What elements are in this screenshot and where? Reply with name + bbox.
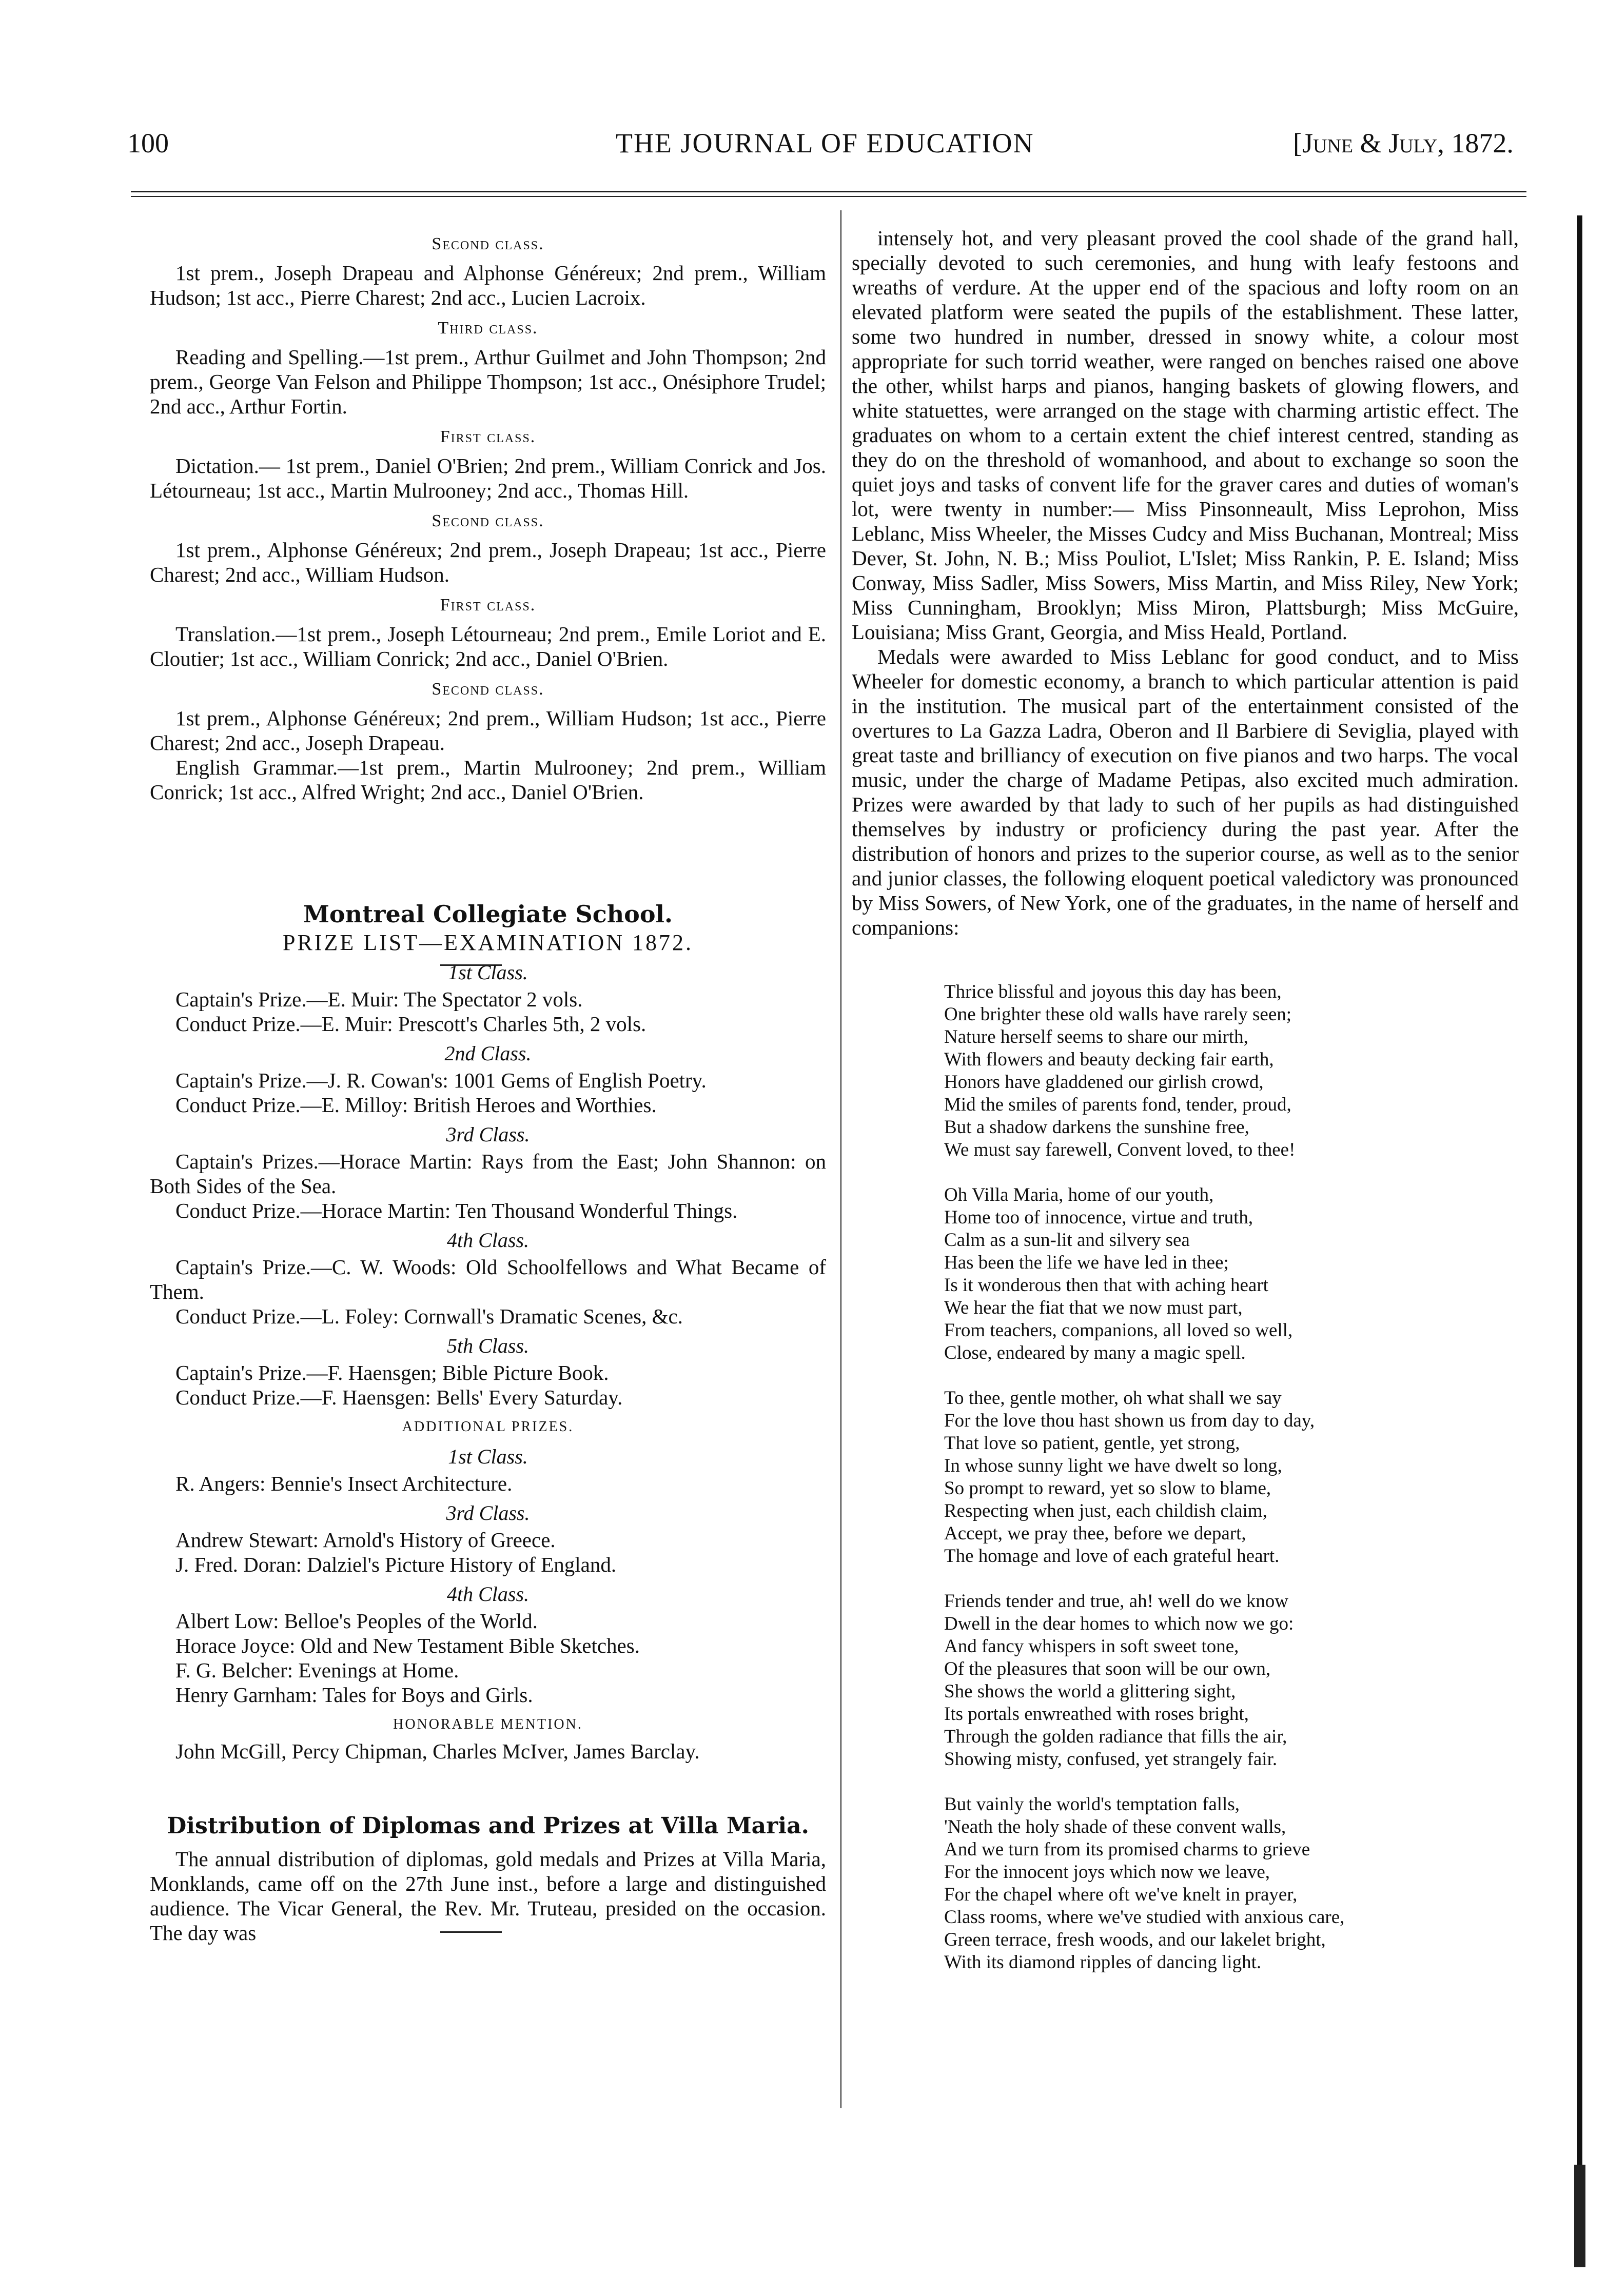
text-paragraph: Captain's Prize.—J. R. Cowan's: 1001 Gems of English Poetry. [175, 1068, 707, 1092]
valedictory-poem [944, 981, 1519, 1974]
section-subheading: Second class. [432, 234, 544, 253]
article-paragraph: Medals were awarded to Miss Leblanc for good conduct, and to Miss Wheeler for domestic economy, a branch to which particular attention is paid in the institution. The musical part of the entertainment consisted of the overtures to La Gazza Ladra, Oberon and Il Barbiere di Seviglia, played with great taste and brilliancy of execution on five pianos and two harps. The vocal music, under the charge of Madame Petipas, also excited much admiration. Prizes were awarded by that lady to such of her pupils as had distinguished themselves by industry or proficiency during the past year. After the distribution of honors and prizes to the superior course, as well as to the senior and junior classes, the following eloquent poetical valedictory was pronounced by Miss Sowers, of New York, one of the graduates, in the name of herself and companions: [852, 645, 1519, 939]
poem-line: Close, endeared by many a magic spell. [944, 1342, 1246, 1363]
text-paragraph: R. Angers: Bennie's Insect Architecture. [175, 1472, 513, 1495]
text-paragraph: Conduct Prize.—L. Foley: Cornwall's Dramatic Scenes, &c. [175, 1304, 683, 1328]
poem-line: 'Neath the holy shade of these convent walls, [944, 1816, 1286, 1837]
prize-list-heading: PRIZE LIST—EXAMINATION 1872. [282, 930, 694, 955]
right-column [852, 226, 1519, 1996]
text-paragraph: Henry Garnham: Tales for Boys and Girls. [175, 1683, 533, 1707]
text-paragraph: The annual distribution of diplomas, gold medals and Prizes at Villa Maria, Monklands, came off on the 27th June inst., before a large and distinguished audience. The Vicar General, the Rev. Mr. Truteau, presided on the occasion. The day was [150, 1847, 826, 1945]
poem-line: Respecting when just, each childish claim, [944, 1500, 1267, 1521]
poem-line: Mid the smiles of parents fond, tender, proud, [944, 1094, 1291, 1115]
text-paragraph: Dictation.— 1st prem., Daniel O'Brien; 2nd prem., William Conrick and Jos. Létourneau; 1st acc., Martin Mulrooney; 2nd acc., Thomas Hill. [150, 454, 826, 502]
poem-line: For the innocent joys which now we leave, [944, 1862, 1270, 1883]
poem-line: But vainly the world's temptation falls, [944, 1794, 1240, 1815]
poem-stanza [944, 981, 1519, 1161]
class-heading: 3rd Class. [446, 1123, 530, 1146]
text-paragraph: Captain's Prize.—C. W. Woods: Old Schoolfellows and What Became of Them. [150, 1255, 826, 1303]
text-paragraph: Conduct Prize.—E. Muir: Prescott's Charles 5th, 2 vols. [175, 1012, 646, 1036]
section-subheading: First class. [440, 596, 536, 615]
poem-line: For the chapel where oft we've knelt in prayer, [944, 1884, 1298, 1905]
poem-line: Dwell in the dear homes to which now we go: [944, 1613, 1294, 1634]
poem-line: Thrice blissful and joyous this day has been, [944, 981, 1282, 1002]
text-paragraph: J. Fred. Doran: Dalziel's Picture History of England. [175, 1553, 617, 1576]
poem-line: And we turn from its promised charms to grieve [944, 1839, 1310, 1860]
text-paragraph: 1st prem., Joseph Drapeau and Alphonse Généreux; 2nd prem., William Hudson; 1st acc., Pierre Charest; 2nd acc., Lucien Lacroix. [150, 261, 826, 309]
text-paragraph: English Grammar.—1st prem., Martin Mulrooney; 2nd prem., William Conrick; 1st acc., Alfred Wright; 2nd acc., Daniel O'Brien. [150, 756, 826, 804]
poem-line: Oh Villa Maria, home of our youth, [944, 1184, 1214, 1205]
poem-line: The homage and love of each grateful heart. [944, 1546, 1280, 1567]
text-paragraph: John McGill, Percy Chipman, Charles McIver, James Barclay. [175, 1739, 700, 1763]
poem-line: So prompt to reward, yet so slow to blame, [944, 1478, 1271, 1499]
text-paragraph: Captain's Prize.—F. Haensgen; Bible Picture Book. [175, 1361, 609, 1384]
poem-stanza [944, 1590, 1519, 1771]
poem-line: Green terrace, fresh woods, and our lakelet bright, [944, 1929, 1326, 1950]
class-heading: 3rd Class. [446, 1501, 530, 1525]
text-paragraph: F. G. Belcher: Evenings at Home. [175, 1658, 459, 1682]
column-divider [840, 210, 841, 2108]
text-paragraph: Albert Low: Belloe's Peoples of the World. [175, 1609, 538, 1633]
article-paragraph: intensely hot, and very pleasant proved the cool shade of the grand hall, specially devoted to such ceremonies, and hung with leafy festoons and wreaths of verdure. At the upper end of the spacious and lofty room on an elevated platform were seated the pupils of the establishment. These latter, some two hundred in number, dressed in snowy white, a colour most appropriate for such torrid weather, were ranged on benches raised one above the other, whilst harps and pianos, hanging baskets of glowing flowers, and white statuettes, were arranged on the stage with charming artistic effect. The graduates on whom to a certain extent the chief interest centred, standing as they do on the threshold of womanhood, and about to exchange so soon the quiet joys and tasks of convent life for the graver cares and duties of woman's lot, were twenty in number:— Miss Pinsonneault, Miss Leprohon, Miss Leblanc, Miss Wheeler, the Misses Cudcy and Miss Buchanan, Montreal; Miss Dever, St. John, N. B.; Miss Pouliot, L'Islet; Miss Rankin, P. E. Island; Miss Conway, Miss Sadler, Miss Sowers, Miss Martin, and Miss Riley, New York; Miss Cunningham, Brooklyn; Miss Miron, Plattsburgh; Miss McGuire, Louisiana; Miss Grant, Georgia, and Miss Heald, Portland. [852, 226, 1519, 644]
poem-line: Home too of innocence, virtue and truth, [944, 1207, 1253, 1228]
poem-stanza [944, 1793, 1519, 1974]
header-rule [131, 191, 1526, 192]
text-paragraph: Translation.—1st prem., Joseph Létourneau; 2nd prem., Emile Loriot and E. Cloutier; 1st acc., William Conrick; 2nd acc., Daniel O'Brien. [150, 622, 826, 670]
poem-line: To thee, gentle mother, oh what shall we say [944, 1388, 1282, 1409]
small-caps-heading: HONORABLE MENTION. [393, 1716, 583, 1732]
section-subheading: Second class. [432, 511, 544, 530]
poem-line: Class rooms, where we've studied with anxious care, [944, 1907, 1345, 1928]
poem-line: She shows the world a glittering sight, [944, 1681, 1236, 1702]
section-subheading: Second class. [432, 680, 544, 699]
text-paragraph: 1st prem., Alphonse Généreux; 2nd prem., William Hudson; 1st acc., Pierre Charest; 2nd acc., Joseph Drapeau. [150, 706, 826, 755]
class-heading: 2nd Class. [444, 1042, 532, 1065]
poem-line: With flowers and beauty decking fair earth, [944, 1049, 1274, 1070]
class-heading: 4th Class. [446, 1229, 530, 1252]
poem-line: From teachers, companions, all loved so well, [944, 1320, 1293, 1341]
page-edge-shadow [1570, 215, 1589, 2267]
poem-line: That love so patient, gentle, yet strong, [944, 1433, 1240, 1454]
section-title: Montreal Collegiate School. [303, 900, 673, 928]
text-paragraph: Captain's Prizes.—Horace Martin: Rays from the East; John Shannon: on Both Sides of the Sea. [150, 1150, 826, 1198]
left-column [150, 226, 826, 1945]
poem-line: Is it wonderous then that with aching heart [944, 1275, 1268, 1296]
poem-line: Showing misty, confused, yet strangely fair. [944, 1749, 1278, 1770]
text-paragraph: Horace Joyce: Old and New Testament Bible Sketches. [175, 1634, 640, 1657]
text-paragraph: Andrew Stewart: Arnold's History of Greece. [175, 1528, 556, 1552]
poem-line: Calm as a sun-lit and silvery sea [944, 1230, 1190, 1251]
section-subheading: Third class. [438, 319, 538, 338]
poem-line: With its diamond ripples of dancing light. [944, 1952, 1262, 1973]
small-caps-heading: ADDITIONAL PRIZES. [402, 1419, 574, 1435]
poem-line: Accept, we pray thee, before we depart, [944, 1523, 1246, 1544]
poem-line: We must say farewell, Convent loved, to thee! [944, 1139, 1296, 1160]
class-heading: 1st Class. [448, 961, 528, 984]
poem-line: But a shadow darkens the sunshine free, [944, 1117, 1249, 1138]
class-heading: 1st Class. [448, 1445, 528, 1468]
text-paragraph: Conduct Prize.—Horace Martin: Ten Thousand Wonderful Things. [175, 1199, 738, 1222]
poem-line: Through the golden radiance that fills the air, [944, 1726, 1287, 1747]
poem-line: In whose sunny light we have dwelt so long, [944, 1455, 1282, 1476]
text-paragraph: Captain's Prize.—E. Muir: The Spectator 2 vols. [175, 987, 583, 1011]
journal-title: THE JOURNAL OF EDUCATION [616, 128, 1034, 159]
issue-date: [June & July, 1872. [1293, 128, 1514, 159]
poem-line: One brighter these old walls have rarely seen; [944, 1004, 1292, 1025]
poem-line: Honors have gladdened our girlish crowd, [944, 1072, 1264, 1093]
poem-line: Friends tender and true, ah! well do we know [944, 1591, 1288, 1612]
page-number: 100 [127, 128, 169, 159]
poem-line: Its portals enwreathed with roses bright, [944, 1704, 1249, 1725]
text-paragraph: Conduct Prize.—E. Milloy: British Heroes and Worthies. [175, 1093, 657, 1117]
text-paragraph: Reading and Spelling.—1st prem., Arthur Guilmet and John Thompson; 2nd prem., George Van Felson and Philippe Thompson; 1st acc., Onésiphore Trudel; 2nd acc., Arthur Fortin. [150, 345, 826, 418]
poem-stanza [944, 1184, 1519, 1364]
poem-line: Has been the life we have led in thee; [944, 1252, 1229, 1273]
poem-stanza [944, 1387, 1519, 1568]
class-heading: 5th Class. [446, 1334, 530, 1357]
header-rule-lower [131, 196, 1526, 197]
article-title: Distribution of Diplomas and Prizes at Villa Maria. [167, 1813, 809, 1839]
text-paragraph: Conduct Prize.—F. Haensgen: Bells' Every Saturday. [175, 1385, 623, 1409]
class-heading: 4th Class. [446, 1582, 530, 1606]
poem-line: Of the pleasures that soon will be our own, [944, 1658, 1271, 1679]
poem-line: Nature herself seems to share our mirth, [944, 1026, 1248, 1047]
text-paragraph: 1st prem., Alphonse Généreux; 2nd prem., Joseph Drapeau; 1st acc., Pierre Charest; 2nd acc., William Hudson. [150, 538, 826, 586]
poem-line: And fancy whispers in soft sweet tone, [944, 1636, 1239, 1657]
section-subheading: First class. [440, 427, 536, 446]
poem-line: For the love thou hast shown us from day to day, [944, 1410, 1315, 1431]
poem-line: We hear the fiat that we now must part, [944, 1297, 1243, 1318]
